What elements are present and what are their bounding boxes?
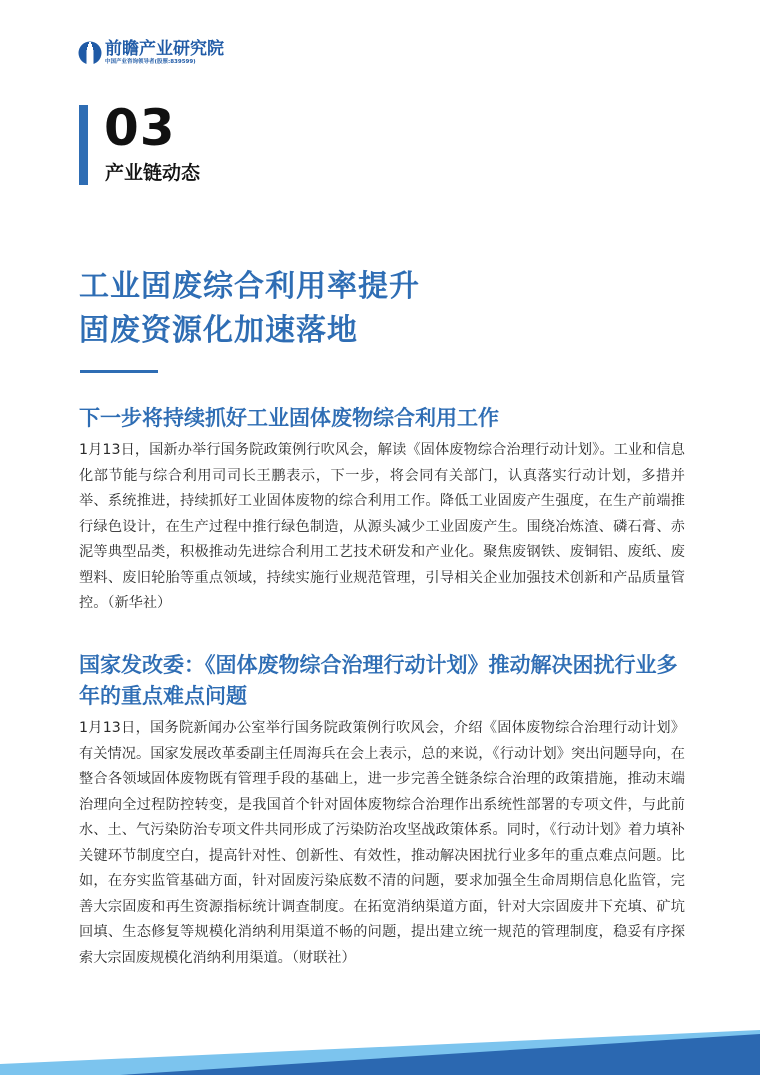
page-title-line-1: 工业固废综合利用率提升: [79, 269, 420, 304]
article-body: 1月13日，国新办举行国务院政策例行吹风会，解读《固体废物综合治理行动计划》。工业和信息化部节能与综合利用司司长王鹏表示，下一步，将会同有关部门，认真落实行动计划，多措并举、系统推进，持续抓好工业固体废物的综合利用工作。降低工业固废产生强度，在生产前端推行绿色设计，在生产过程中推行绿色制造，从源头减少工业固废产生。围绕冶炼渣、磷石膏、赤泥等典型品类，积极推动先进综合利用工艺技术研发和产业化。聚焦废钢铁、废铜铝、废纸、废塑料、废旧轮胎等重点领域，持续实施行业规范管理，引导相关企业加强技术创新和产品质量管控。（新华社）: [79, 442, 685, 611]
article: [79, 650, 685, 971]
title-divider: [80, 370, 158, 373]
article: [79, 403, 685, 617]
section-accent-bar: [79, 105, 88, 185]
logo-subtitle: 中国产业咨询领导者(股票:839599): [105, 59, 196, 65]
footer-decoration: [0, 1010, 760, 1075]
brand-logo: [78, 40, 224, 66]
logo-name: 前瞻产业研究院: [105, 39, 224, 59]
article-title: 国家发改委：《固体废物综合治理行动计划》推动解决困扰行业多年的重点难点问题: [79, 653, 678, 708]
article-title: 下一步将持续抓好工业固体废物综合利用工作: [79, 406, 499, 430]
section-name: 产业链动态: [105, 162, 201, 184]
page-title: [79, 265, 420, 353]
section-number: 03: [104, 99, 176, 157]
page-title-line-2: 固废资源化加速落地: [79, 313, 358, 348]
tower-icon: [78, 40, 102, 66]
article-body: 1月13日，国务院新闻办公室举行国务院政策例行吹风会，介绍《固体废物综合治理行动计划》有关情况。国家发展改革委副主任周海兵在会上表示，总的来说，《行动计划》突出问题导向，在整合各领域固体废物既有管理手段的基础上，进一步完善全链条综合治理的政策措施，推动末端治理向全过程防控转变，是我国首个针对固体废物综合治理作出系统性部署的专项文件，与此前水、土、气污染防治专项文件共同形成了污染防治攻坚战政策体系。同时，《行动计划》着力填补关键环节制度空白，提高针对性、创新性、有效性，推动解决困扰行业多年的重点难点问题。比如，在夯实监管基础方面，针对固废污染底数不清的问题，要求加强全生命周期信息化监管，完善大宗固废和再生资源指标统计调查制度。在拓宽消纳渠道方面，针对大宗固废井下充填、矿坑回填、生态修复等规模化消纳利用渠道不畅的问题，提出建立统一规范的管理制度，稳妥有序探索大宗固废规模化消纳利用渠道。（财联社）: [79, 720, 685, 966]
